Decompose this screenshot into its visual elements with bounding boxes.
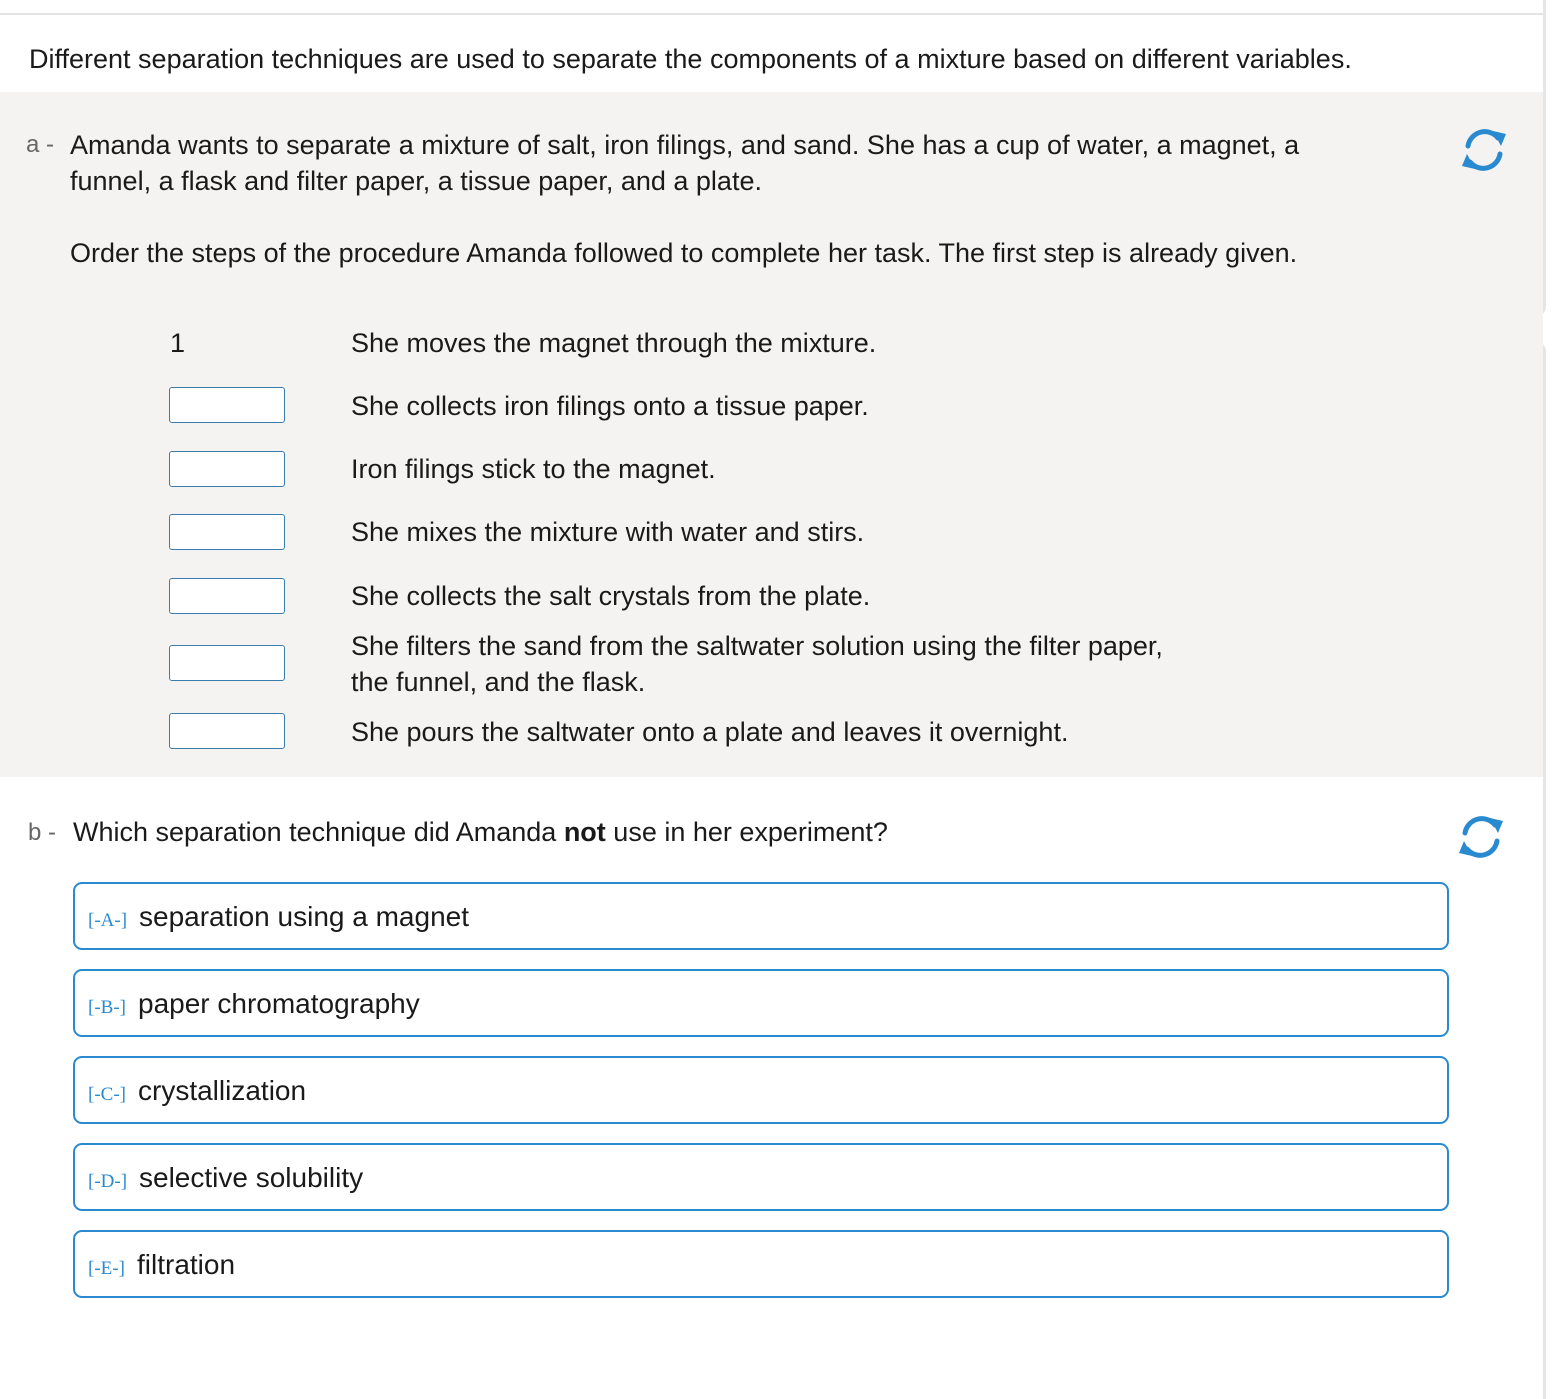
part-a-refresh-icon[interactable] <box>1459 125 1509 175</box>
part-a-marker: a - <box>26 131 55 158</box>
choice-key: [-E-] <box>88 1258 125 1279</box>
question-intro: Different separation techniques are used to separate the components of a mixture based on different variables. <box>29 44 1352 74</box>
choice-b[interactable] <box>73 969 1449 1037</box>
choice-key: [-D-] <box>88 1171 128 1192</box>
part-a-instruction: Order the steps of the procedure Amanda followed to complete her task. The first step is already given. <box>70 238 1298 268</box>
step-order-input-5[interactable] <box>169 578 285 614</box>
step-text-5: She collects the salt crystals from the plate. <box>351 581 871 611</box>
step-order-input-6[interactable] <box>169 645 285 681</box>
part-a-prompt: Amanda wants to separate a mixture of salt, iron filings, and sand. She has a cup of water, a magnet, a funnel, a flask and filter paper, a tissue paper, and a plate. <box>70 130 1300 196</box>
step-text-7: She pours the saltwater onto a plate and leaves it overnight. <box>351 717 1069 747</box>
choice-a[interactable] <box>73 882 1449 950</box>
step-text-4: She mixes the mixture with water and stirs. <box>351 517 865 547</box>
step-order-input-7[interactable] <box>169 713 285 749</box>
step-order-input-4[interactable] <box>169 514 285 550</box>
part-b-prompt: Which separation technique did Amanda not use in her experiment? <box>73 817 888 847</box>
choice-label: filtration <box>137 1249 236 1280</box>
top-divider <box>0 13 1543 15</box>
choice-d[interactable] <box>73 1143 1449 1211</box>
choice-label: selective solubility <box>139 1162 364 1193</box>
step-order-input-2[interactable] <box>169 387 285 423</box>
step-text-2: She collects iron filings onto a tissue paper. <box>351 391 869 421</box>
choice-label: paper chromatography <box>138 988 420 1019</box>
step-text-3: Iron filings stick to the magnet. <box>351 454 716 484</box>
choice-c[interactable] <box>73 1056 1449 1124</box>
part-b-marker: b - <box>28 819 57 846</box>
part-a-panel <box>0 92 1543 777</box>
part-b-refresh-icon[interactable] <box>1456 812 1506 862</box>
choice-key: [-C-] <box>88 1084 126 1105</box>
choice-key: [-B-] <box>88 997 126 1018</box>
choice-label: crystallization <box>138 1075 307 1106</box>
step-order-input-3[interactable] <box>169 451 285 487</box>
step-1-number: 1 <box>170 328 186 358</box>
choice-key: [-A-] <box>88 910 128 931</box>
step-text-6: She filters the sand from the saltwater solution using the filter paper, the funnel, and the flask. <box>351 631 1163 697</box>
choice-label: separation using a magnet <box>139 901 469 932</box>
step-text-1: She moves the magnet through the mixture. <box>351 328 877 358</box>
choice-e[interactable] <box>73 1230 1449 1298</box>
right-panel-edge <box>1543 0 1546 1399</box>
